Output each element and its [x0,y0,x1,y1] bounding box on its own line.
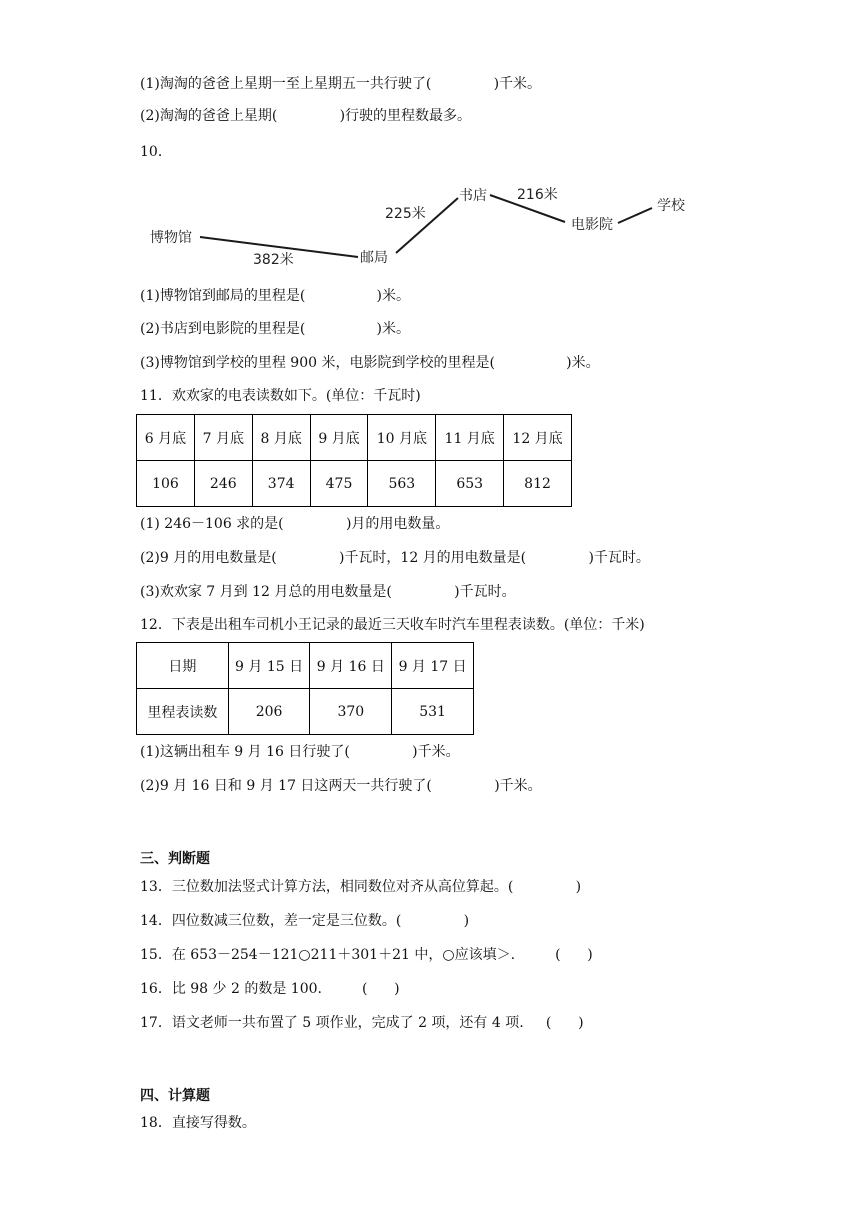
q11-sub2: (2)9 月的用电数量是( )千瓦时，12 月的用电数量是( )千瓦时。 [140,550,650,566]
q12-title: 12．下表是出租车司机小王记录的最近三天收车时汽车里程表读数。(单位：千米) [140,617,645,633]
q17: 17．语文老师一共布置了 5 项作业，完成了 2 项，还有 4 项. ( ) [140,1015,584,1031]
header-cell: 8 月底 [252,415,310,461]
place-cinema: 电影院 [571,217,613,233]
place-bookstore: 书店 [459,188,487,204]
header-cell: 7 月底 [194,415,252,461]
q11-sub1: (1) 246－106 求的是( )月的用电数量。 [140,516,450,532]
meter-reading-table [136,414,572,507]
value-cell: 563 [368,461,436,507]
q14: 14．四位数减三位数，差一定是三位数。( ) [140,913,470,929]
value-cell: 475 [310,461,368,507]
header-cell: 9 月底 [310,415,368,461]
q12-sub2: (2)9 月 16 日和 9 月 17 日这两天一共行驶了( )千米。 [140,778,542,794]
place-museum: 博物馆 [150,230,192,246]
distance-216: 216米 [517,187,558,203]
q11-sub3: (3)欢欢家 7 月到 12 月总的用电数量是( )千瓦时。 [140,584,516,600]
value-cell: 106 [137,461,195,507]
q10-sub2: (2)书店到电影院的里程是( )米。 [140,321,410,337]
value-cell: 374 [252,461,310,507]
odometer-table [136,642,474,735]
reading-header: 里程表读数 [137,689,229,735]
q13: 13．三位数加法竖式计算方法，相同数位对齐从高位算起。( ) [140,879,582,895]
q9-sub1: (1)淘淘的爸爸上星期一至上星期五一共行驶了( )千米。 [140,76,542,92]
date-cell: 9 月 15 日 [228,643,310,689]
header-cell: 12 月底 [504,415,572,461]
place-school: 学校 [657,198,685,214]
header-cell: 6 月底 [137,415,195,461]
reading-cell: 370 [310,689,392,735]
header-cell: 11 月底 [436,415,504,461]
value-cell: 812 [504,461,572,507]
segment-cinema-school [618,208,652,223]
q10-number: 10． [140,144,172,160]
date-header: 日期 [137,643,229,689]
q16: 16．比 98 少 2 的数是 100. ( ) [140,981,400,997]
q11-title: 11．欢欢家的电表读数如下。(单位：千瓦时) [140,388,421,404]
q9-sub2: (2)淘淘的爸爸上星期( )行驶的里程数最多。 [140,108,472,124]
date-cell: 9 月 17 日 [392,643,474,689]
section-heading-judgement: 三、判断题 [140,851,210,867]
q12-sub1: (1)这辆出租车 9 月 16 日行驶了( )千米。 [140,744,460,760]
section-heading-calculation: 四、计算题 [140,1088,210,1104]
date-cell: 9 月 16 日 [310,643,392,689]
q10-sub3: (3)博物馆到学校的里程 900 米，电影院到学校的里程是( )米。 [140,355,600,371]
distance-225: 225米 [385,206,426,222]
q10-sub1: (1)博物馆到邮局的里程是( )米。 [140,288,410,304]
reading-cell: 531 [392,689,474,735]
reading-cell: 206 [228,689,310,735]
value-cell: 653 [436,461,504,507]
value-cell: 246 [194,461,252,507]
place-post-office: 邮局 [360,250,388,266]
q18: 18．直接写得数。 [140,1115,256,1131]
q15: 15．在 653－254－121○211＋301＋21 中，○应该填＞. ( ) [140,947,593,963]
distance-382: 382米 [253,252,294,268]
header-cell: 10 月底 [368,415,436,461]
route-diagram [140,180,700,275]
